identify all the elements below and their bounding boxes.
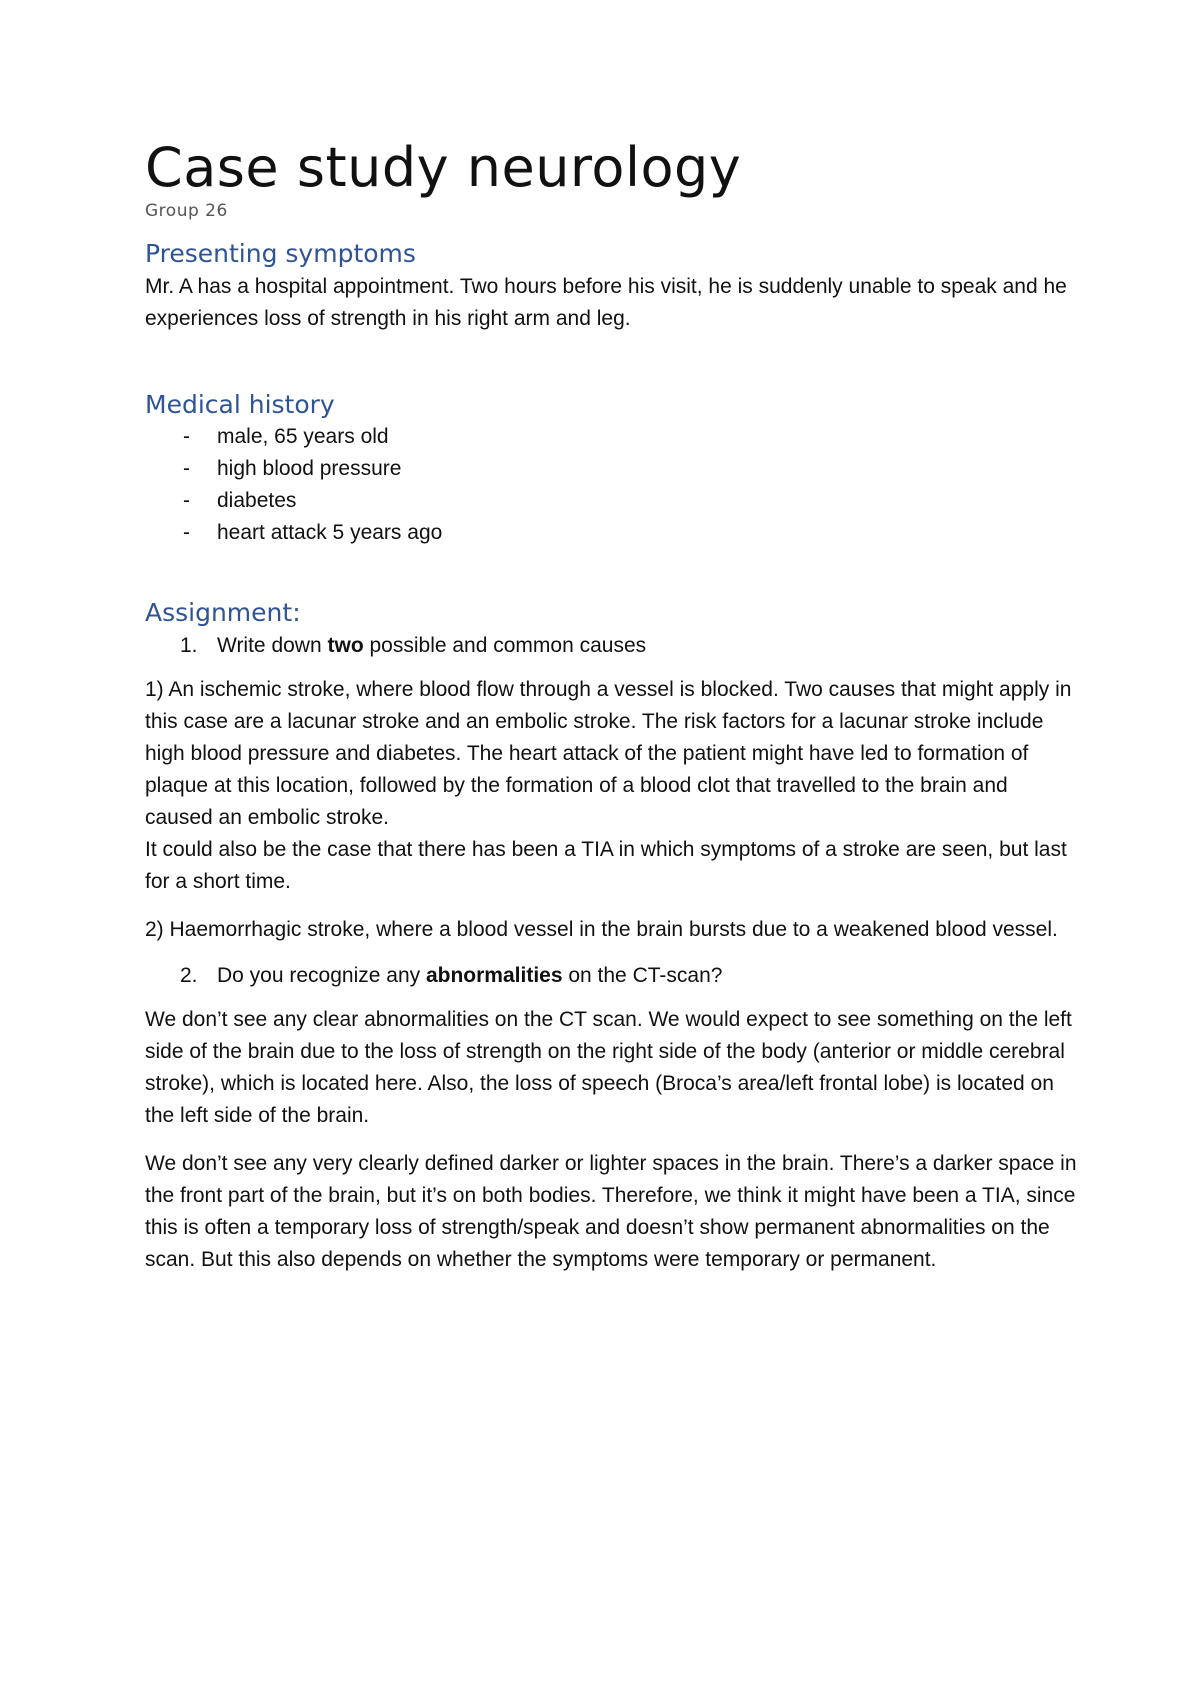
- medical-history-list: [145, 421, 1080, 549]
- list-item-text: male, 65 years old: [217, 425, 389, 449]
- document-title: Case study neurology: [145, 136, 742, 199]
- question-text: Do you recognize any: [217, 963, 426, 987]
- answer-1-haemorrhagic: 2) Haemorrhagic stroke, where a blood vessel in the brain bursts due to a weakened blood vessel.: [145, 917, 1058, 941]
- question-2: [145, 960, 1080, 992]
- answer-2-conclusion: We don’t see any very clearly defined darker or lighter spaces in the brain. There’s a darker space in the front part of the brain, but it’s on both bodies. Therefore, we think it might have been a TIA, since this is often a temporary loss of strength/speak and doesn’t show permanent abnormalities on the scan. But this also depends on whether the symptoms were temporary or permanent.: [145, 1151, 1077, 1271]
- question-1: [145, 630, 1080, 662]
- assignment-heading: Assignment:: [145, 598, 301, 628]
- list-item: [145, 453, 1080, 485]
- question-emphasis: abnormalities: [425, 963, 563, 987]
- bullet-dash: -: [183, 521, 190, 545]
- answer-1-tia: It could also be the case that there has been a TIA in which symptoms of a stroke are seen, but last for a short time.: [145, 837, 1067, 893]
- question-number: 2.: [180, 963, 198, 987]
- bullet-dash: -: [183, 425, 190, 449]
- document-subtitle: Group 26: [145, 201, 228, 222]
- bullet-dash: -: [183, 489, 190, 513]
- medical-history-heading: Medical history: [145, 389, 335, 419]
- list-item: [145, 485, 1080, 517]
- question-emphasis: two: [327, 633, 364, 657]
- presenting-symptoms-heading: Presenting symptoms: [145, 239, 416, 269]
- list-item-text: high blood pressure: [217, 457, 402, 481]
- list-item-text: heart attack 5 years ago: [217, 521, 443, 545]
- list-item-text: diabetes: [217, 489, 297, 513]
- bullet-dash: -: [183, 457, 190, 481]
- question-text: Write down: [217, 633, 328, 657]
- question-number: 1.: [180, 633, 198, 657]
- list-item: [145, 517, 1080, 549]
- question-text: on the CT-scan?: [562, 963, 723, 987]
- question-text: possible and common causes: [363, 633, 647, 657]
- presenting-symptoms-text: Mr. A has a hospital appointment. Two hours before his visit, he is suddenly unable to speak and he experiences loss of strength in his right arm and leg.: [145, 274, 1067, 330]
- answer-1-ischemic: 1) An ischemic stroke, where blood flow through a vessel is blocked. Two causes that might apply in this case are a lacunar stroke and an embolic stroke. The risk factors for a lacunar stroke include high blood pressure and diabetes. The heart attack of the patient might have led to formation of plaque at this location, followed by the formation of a blood clot that travelled to the brain and caused an embolic stroke.: [145, 677, 1072, 829]
- answer-2-ct-findings: We don’t see any clear abnormalities on the CT scan. We would expect to see something on the left side of the brain due to the loss of strength on the right side of the body (anterior or middle cerebral stroke), which is located here. Also, the loss of speech (Broca’s area/left frontal lobe) is located on the left side of the brain.: [145, 1007, 1072, 1127]
- list-item: [145, 421, 1080, 453]
